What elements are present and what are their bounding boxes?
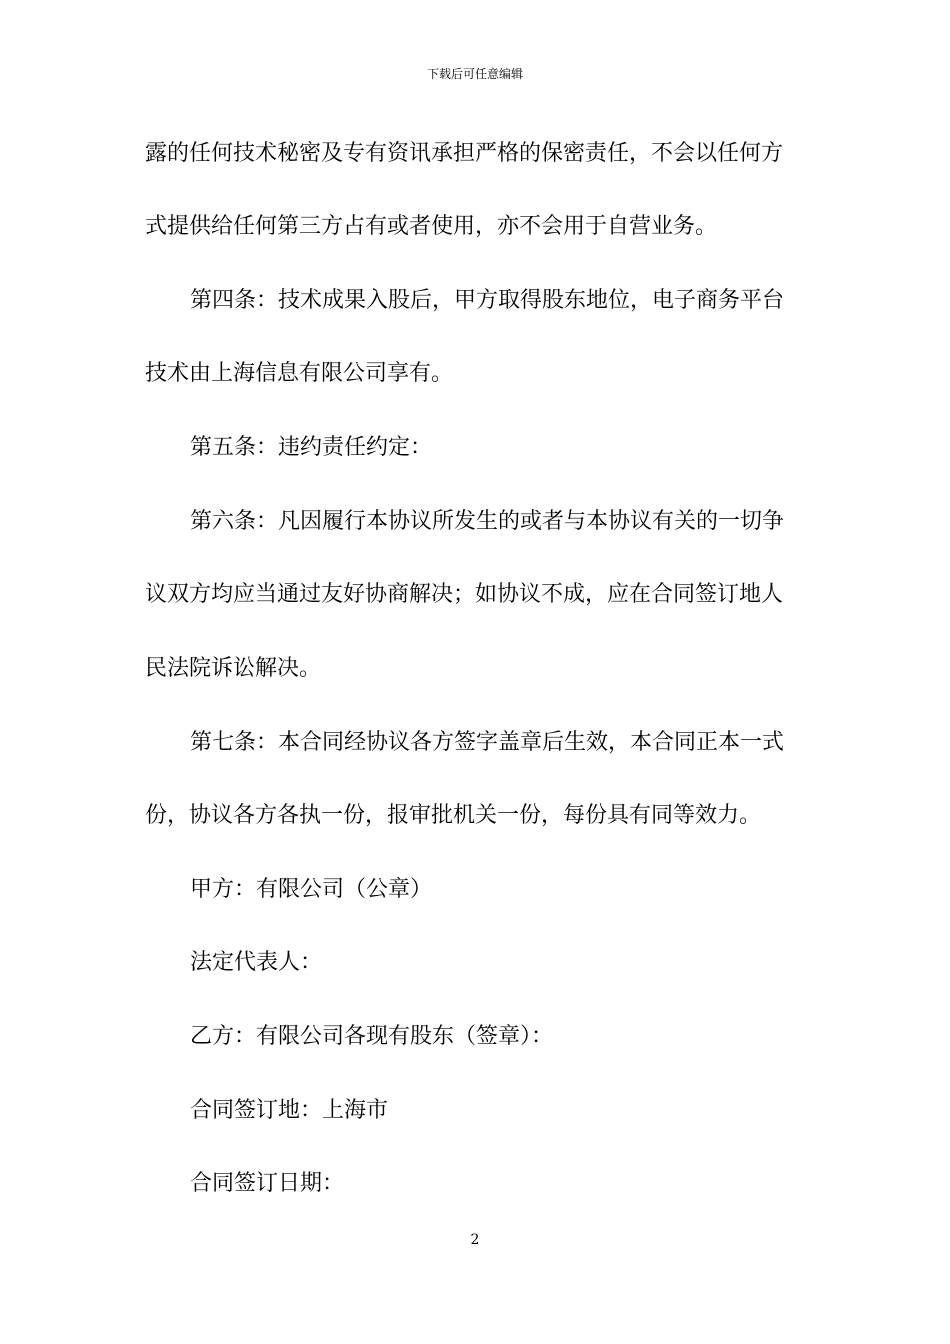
signature-line: 法定代表人：	[190, 950, 323, 975]
paragraph-line: 第六条：凡因履行本协议所发生的或者与本协议有关的一切争	[190, 509, 785, 534]
paragraph-line: 民法院诉讼解决。	[145, 656, 322, 681]
signature-line: 合同签订日期：	[190, 1171, 345, 1196]
signature-line: 乙方：有限公司各现有股东（签章）：	[190, 1024, 554, 1049]
paragraph-line: 露的任何技术秘密及专有资讯承担严格的保密责任，不会以任何方	[145, 141, 784, 166]
page-header: 下载后可任意编辑	[426, 67, 523, 81]
paragraph-line: 第五条：违约责任约定：	[190, 435, 433, 460]
paragraph-line: 第七条：本合同经协议各方签字盖章后生效，本合同正本一式	[190, 730, 785, 755]
paragraph-line: 技术由上海信息有限公司享有。	[145, 361, 454, 386]
signature-line: 合同签订地：上海市	[190, 1098, 389, 1123]
signature-line: 甲方：有限公司（公章）	[190, 877, 433, 902]
paragraph-line: 第四条：技术成果入股后，甲方取得股东地位，电子商务平台	[190, 288, 785, 313]
paragraph-line: 式提供给任何第三方占有或者使用，亦不会用于自营业务。	[145, 214, 718, 239]
paragraph-line: 议双方均应当通过友好协商解决；如协议不成，应在合同签订地人	[145, 582, 784, 607]
page-number: 2	[470, 1232, 480, 1248]
paragraph-line: 份，协议各方各执一份，报审批机关一份，每份具有同等效力。	[145, 803, 762, 828]
